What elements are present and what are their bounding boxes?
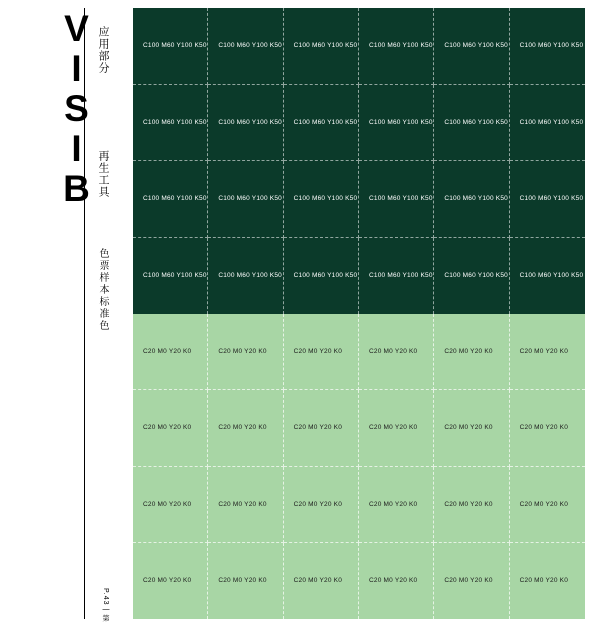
swatch-cell xyxy=(510,161,585,238)
swatch-cell xyxy=(208,543,283,619)
swatch-label: C100 M60 Y100 K50 xyxy=(519,42,584,50)
swatch-cell xyxy=(284,85,359,162)
swatch-cell xyxy=(510,390,585,466)
swatch-label: C20 M0 Y20 K0 xyxy=(444,500,493,508)
left-title-panel xyxy=(0,0,132,627)
swatch-cell xyxy=(208,85,283,162)
swatch-cell xyxy=(284,238,359,315)
swatch-label: C20 M0 Y20 K0 xyxy=(519,348,569,356)
swatch-label: C100 M60 Y100 K50 xyxy=(369,195,433,203)
swatch-cell xyxy=(510,543,585,619)
swatch-cell xyxy=(133,85,208,162)
swatch-cell xyxy=(359,8,434,85)
swatch-label: C100 M60 Y100 K50 xyxy=(444,118,508,126)
swatch-cell xyxy=(284,314,359,390)
subtitle-description: 色票样本标准色 xyxy=(97,248,108,332)
swatch-label: C20 M0 Y20 K0 xyxy=(143,424,192,432)
swatch-label: C20 M0 Y20 K0 xyxy=(369,500,418,508)
swatch-cell xyxy=(208,8,283,85)
swatch-label: C100 M60 Y100 K50 xyxy=(143,42,207,50)
page-code: P.43 | 第 xyxy=(102,588,109,623)
swatch-cell xyxy=(359,314,434,390)
swatch-cell xyxy=(133,8,208,85)
swatch-cell xyxy=(133,161,208,238)
swatch-label: C20 M0 Y20 K0 xyxy=(293,424,343,432)
swatch-cell xyxy=(434,161,509,238)
swatch-label: C100 M60 Y100 K50 xyxy=(369,272,433,280)
swatch-label: C20 M0 Y20 K0 xyxy=(218,348,267,356)
swatch-label: C20 M0 Y20 K0 xyxy=(218,577,267,585)
swatch-label: C100 M60 Y100 K50 xyxy=(143,272,207,280)
swatch-label: C100 M60 Y100 K50 xyxy=(218,42,282,50)
swatch-label: C100 M60 Y100 K50 xyxy=(519,118,584,126)
swatch-cell xyxy=(284,161,359,238)
swatch-cell xyxy=(208,390,283,466)
subtitle-application: 应用部分 xyxy=(97,26,109,74)
swatch-label: C100 M60 Y100 K50 xyxy=(519,272,584,280)
swatch-label: C20 M0 Y20 K0 xyxy=(293,577,343,585)
swatch-cell xyxy=(434,85,509,162)
swatch-label: C100 M60 Y100 K50 xyxy=(293,272,358,280)
swatch-label: C20 M0 Y20 K0 xyxy=(143,500,192,508)
swatch-cell xyxy=(208,238,283,315)
swatch-label: C100 M60 Y100 K50 xyxy=(143,118,207,126)
swatch-label: C20 M0 Y20 K0 xyxy=(218,500,267,508)
swatch-cell xyxy=(434,543,509,619)
swatch-label: C100 M60 Y100 K50 xyxy=(293,42,358,50)
swatch-label: C20 M0 Y20 K0 xyxy=(519,577,569,585)
swatch-cell xyxy=(359,543,434,619)
swatch-cell xyxy=(510,85,585,162)
swatch-cell xyxy=(434,238,509,315)
swatch-cell xyxy=(208,314,283,390)
swatch-cell xyxy=(359,85,434,162)
swatch-label: C100 M60 Y100 K50 xyxy=(444,42,508,50)
swatch-label: C100 M60 Y100 K50 xyxy=(218,195,282,203)
swatch-label: C20 M0 Y20 K0 xyxy=(369,348,418,356)
swatch-cell xyxy=(133,390,208,466)
swatch-cell xyxy=(284,390,359,466)
swatch-label: C100 M60 Y100 K50 xyxy=(143,195,207,203)
swatch-cell xyxy=(434,390,509,466)
swatch-label: C100 M60 Y100 K50 xyxy=(369,42,433,50)
swatch-label: C20 M0 Y20 K0 xyxy=(519,424,569,432)
swatch-cell xyxy=(359,390,434,466)
swatch-cell xyxy=(133,543,208,619)
subtitle-tool: 再生工具 xyxy=(97,150,109,198)
swatch-cell xyxy=(133,314,208,390)
swatch-cell xyxy=(359,161,434,238)
swatch-label: C100 M60 Y100 K50 xyxy=(444,195,508,203)
swatch-label: C20 M0 Y20 K0 xyxy=(369,424,418,432)
swatch-label: C100 M60 Y100 K50 xyxy=(293,195,358,203)
swatch-cell xyxy=(284,8,359,85)
swatch-label: C20 M0 Y20 K0 xyxy=(293,348,343,356)
swatch-cell xyxy=(434,8,509,85)
swatch-cell xyxy=(359,238,434,315)
swatch-label: C20 M0 Y20 K0 xyxy=(143,348,192,356)
swatch-label: C20 M0 Y20 K0 xyxy=(444,348,493,356)
swatch-label: C20 M0 Y20 K0 xyxy=(218,424,267,432)
swatch-label: C100 M60 Y100 K50 xyxy=(218,118,282,126)
swatch-band-dark xyxy=(133,8,585,314)
swatch-cell xyxy=(510,8,585,85)
swatch-cell xyxy=(133,467,208,543)
swatch-label: C100 M60 Y100 K50 xyxy=(519,195,584,203)
swatch-label: C20 M0 Y20 K0 xyxy=(369,577,418,585)
swatch-band-light xyxy=(133,314,585,619)
swatch-cell xyxy=(510,314,585,390)
swatch-label: C20 M0 Y20 K0 xyxy=(293,500,343,508)
swatch-cell xyxy=(359,467,434,543)
swatch-cell xyxy=(133,238,208,315)
swatch-label: C20 M0 Y20 K0 xyxy=(143,577,192,585)
swatch-label: C20 M0 Y20 K0 xyxy=(444,424,493,432)
swatch-cell xyxy=(208,467,283,543)
swatch-cell xyxy=(434,467,509,543)
swatch-cell xyxy=(284,467,359,543)
swatch-cell xyxy=(434,314,509,390)
swatch-cell xyxy=(510,238,585,315)
swatch-label: C100 M60 Y100 K50 xyxy=(293,118,358,126)
swatch-cell xyxy=(208,161,283,238)
swatch-label: C100 M60 Y100 K50 xyxy=(369,118,433,126)
swatch-cell xyxy=(510,467,585,543)
page-title: VISIB xyxy=(56,8,97,208)
swatch-label: C20 M0 Y20 K0 xyxy=(444,577,493,585)
swatch-label: C20 M0 Y20 K0 xyxy=(519,500,569,508)
swatch-label: C100 M60 Y100 K50 xyxy=(218,272,282,280)
swatch-label: C100 M60 Y100 K50 xyxy=(444,272,508,280)
swatch-cell xyxy=(284,543,359,619)
swatch-grid xyxy=(133,8,585,619)
